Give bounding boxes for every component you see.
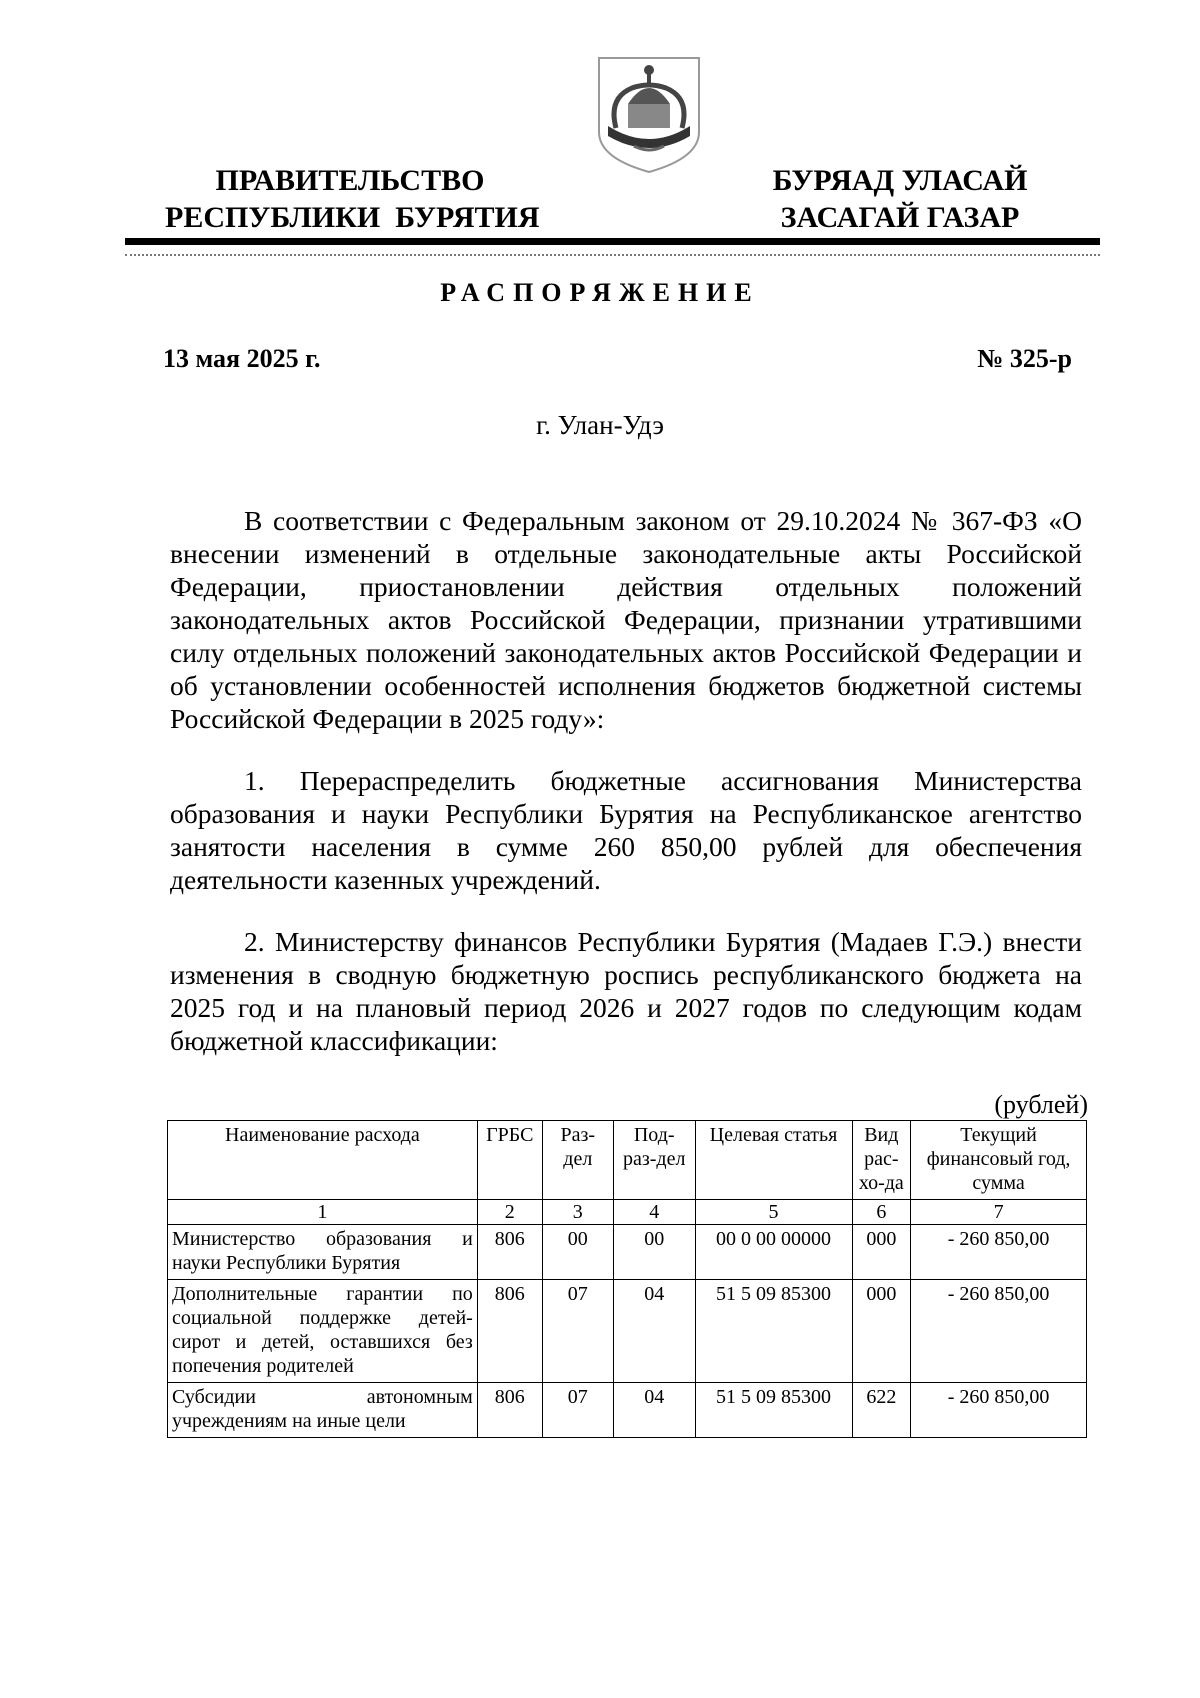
cell-amount: - 260 850,00: [911, 1280, 1087, 1383]
col-header-expense-type: Вид рас-хо-да: [852, 1121, 911, 1200]
cell-grbs: 806: [477, 1225, 542, 1280]
col-number: 2: [477, 1200, 542, 1225]
header-divider-thin: [125, 254, 1100, 256]
table-row: [168, 1225, 1087, 1280]
col-number: 3: [542, 1200, 613, 1225]
table-units-label: (рублей): [994, 1090, 1088, 1119]
cell-amount: - 260 850,00: [911, 1383, 1087, 1438]
col-header-target: Целевая статья: [695, 1121, 852, 1200]
document-city: г. Улан-Удэ: [536, 410, 664, 440]
col-header-section: Раз-дел: [542, 1121, 613, 1200]
cell-target: 00 0 00 00000: [695, 1225, 852, 1280]
header-left-line2: РЕСПУБЛИКИ БУРЯТИЯ: [165, 201, 540, 234]
cell-section: 07: [542, 1383, 613, 1438]
preamble-paragraph: В соответствии с Федеральным законом от 29.10.2024 № 367-ФЗ «О внесении изменений в отдельные законодательные акты Российской Федерации, приостановлении действия отдельных положений законодательных актов Российской Федерации, признании утратившими силу отдельных положений законодательных актов Российской Федерации и об установлении особенностей исполнения бюджетов бюджетной системы Российской Федерации в 2025 году»:: [170, 505, 1082, 734]
cell-section: 07: [542, 1280, 613, 1383]
col-header-grbs: ГРБС: [477, 1121, 542, 1200]
cell-expense-type: 000: [852, 1280, 911, 1383]
cell-section: 00: [542, 1225, 613, 1280]
budget-classification-table: [167, 1120, 1087, 1438]
cell-name: Дополнительные гарантии по социальной поддержке детей-сирот и детей, оставшихся без попечения родителей: [168, 1280, 478, 1383]
cell-subsection: 04: [613, 1383, 695, 1438]
cell-grbs: 806: [477, 1280, 542, 1383]
table-row: [168, 1383, 1087, 1438]
table-column-numbers-row: [168, 1200, 1087, 1225]
cell-subsection: 04: [613, 1280, 695, 1383]
item-2-paragraph: 2. Министерству финансов Республики Бурятия (Мадаев Г.Э.) внести изменения в сводную бюджетную роспись республиканского бюджета на 2025 год и на плановый период 2026 и 2027 годов по следующим кодам бюджетной классификации:: [170, 926, 1082, 1056]
col-number: 1: [168, 1200, 478, 1225]
document-title: РАСПОРЯЖЕНИЕ: [440, 278, 760, 307]
cell-target: 51 5 09 85300: [695, 1280, 852, 1383]
col-number: 5: [695, 1200, 852, 1225]
col-header-name: Наименование расхода: [168, 1121, 478, 1200]
cell-target: 51 5 09 85300: [695, 1383, 852, 1438]
item-1-paragraph: 1. Перераспределить бюджетные ассигнования Министерства образования и науки Республики Бурятия на Республиканское агентство занятости населения в сумме 260 850,00 рублей для обеспечения деятельности казенных учреждений.: [170, 765, 1082, 895]
header-org-russian: [165, 162, 540, 236]
cell-expense-type: 622: [852, 1383, 911, 1438]
coat-of-arms-emblem: [594, 54, 704, 174]
cell-amount: - 260 850,00: [911, 1225, 1087, 1280]
document-date: 13 мая 2025 г.: [163, 344, 321, 373]
header-right-line2: ЗАСАГАЙ ГАЗАР: [780, 201, 1020, 234]
col-number: 7: [911, 1200, 1087, 1225]
col-number: 6: [852, 1200, 911, 1225]
col-header-amount: Текущий финансовый год, сумма: [911, 1121, 1087, 1200]
cell-expense-type: 000: [852, 1225, 911, 1280]
header-org-buryat: [755, 162, 1045, 236]
cell-name: Субсидии автономным учреждениям на иные цели: [168, 1383, 478, 1438]
col-number: 4: [613, 1200, 695, 1225]
cell-subsection: 00: [613, 1225, 695, 1280]
table-header-row: [168, 1121, 1087, 1200]
document-number: № 325-р: [977, 344, 1072, 373]
cell-name: Министерство образования и науки Республики Бурятия: [168, 1225, 478, 1280]
table-row: [168, 1280, 1087, 1383]
col-header-subsection: Под-раз-дел: [613, 1121, 695, 1200]
cell-grbs: 806: [477, 1383, 542, 1438]
header-left-line1: ПРАВИТЕЛЬСТВО: [215, 164, 485, 197]
header-right-line1: БУРЯАД УЛАСАЙ: [772, 164, 1028, 197]
header-divider-thick: [125, 238, 1100, 245]
